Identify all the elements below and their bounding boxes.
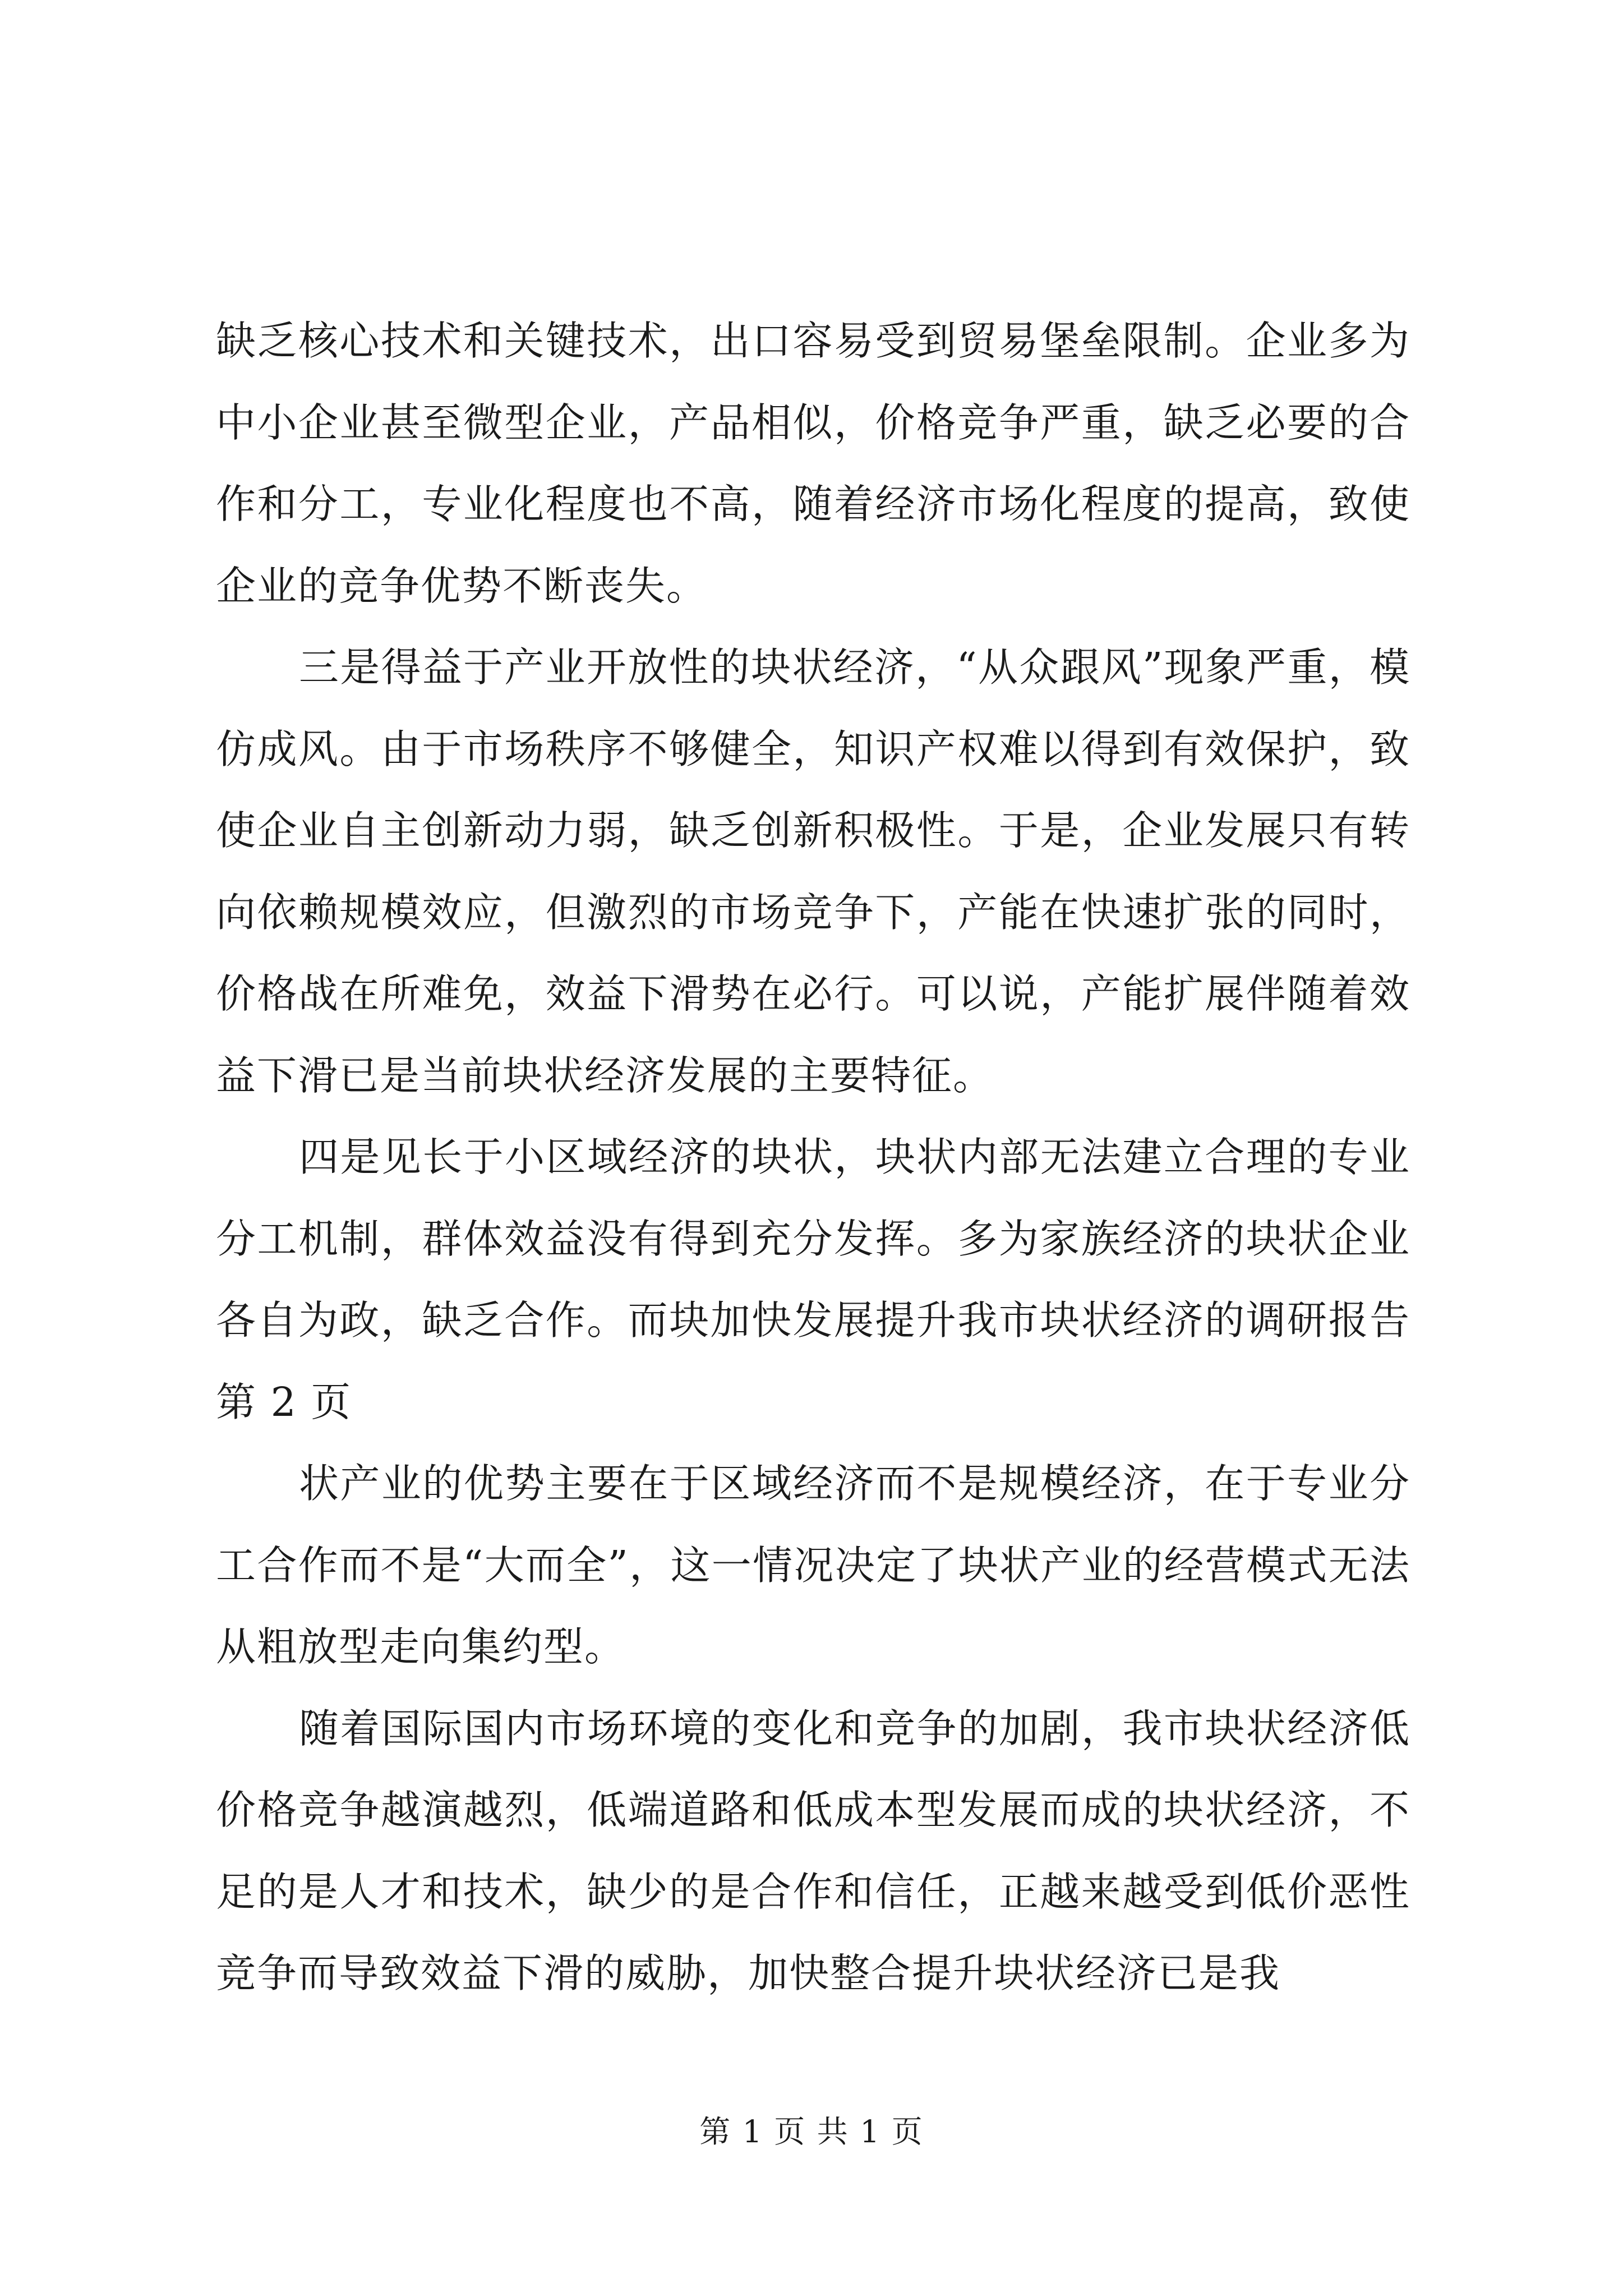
paragraph-2: 三是得益于产业开放性的块状经济，“从众跟风”现象严重，模仿成风。由于市场秩序不够健全，知识产权难以得到有效保护，致使企业自主创新动力弱，缺乏创新积极性。于是，企业发展只有转向依赖规模效应，但激烈的市场竞争下，产能在快速扩张的同时，价格战在所难免，效益下滑势在必行。可以说，产能扩展伴随着效益下滑已是当前块状经济发展的主要特征。	[216, 644, 1410, 1099]
paragraph-3: 四是见长于小区域经济的块状，块状内部无法建立合理的专业分工机制，群体效益没有得到充分发挥。多为家族经济的块状企业各自为政，缺乏合作。而块加快发展提升我市块状经济的调研报告第 2 页	[216, 1134, 1410, 1425]
page-footer: 第 1 页 共 1 页	[699, 2114, 924, 2150]
paragraph-1: 缺乏核心技术和关键技术，出口容易受到贸易堡垒限制。企业多为中小企业甚至微型企业，产品相似，价格竞争严重，缺乏必要的合作和分工，专业化程度也不高，随着经济市场化程度的提高，致使企业的竞争优势不断丧失。	[216, 318, 1410, 609]
paragraph-5: 随着国际国内市场环境的变化和竞争的加剧，我市块状经济低价格竞争越演越烈，低端道路和低成本型发展而成的块状经济，不足的是人才和技术，缺少的是合作和信任，正越来越受到低价恶性竞争而导致效益下滑的威胁，加快整合提升块状经济已是我	[216, 1705, 1410, 1996]
paragraph-4: 状产业的优势主要在于区域经济而不是规模经济，在于专业分工合作而不是“大而全”，这一情况决定了块状产业的经营模式无法从粗放型走向集约型。	[216, 1460, 1410, 1670]
document-body	[216, 300, 1410, 2014]
